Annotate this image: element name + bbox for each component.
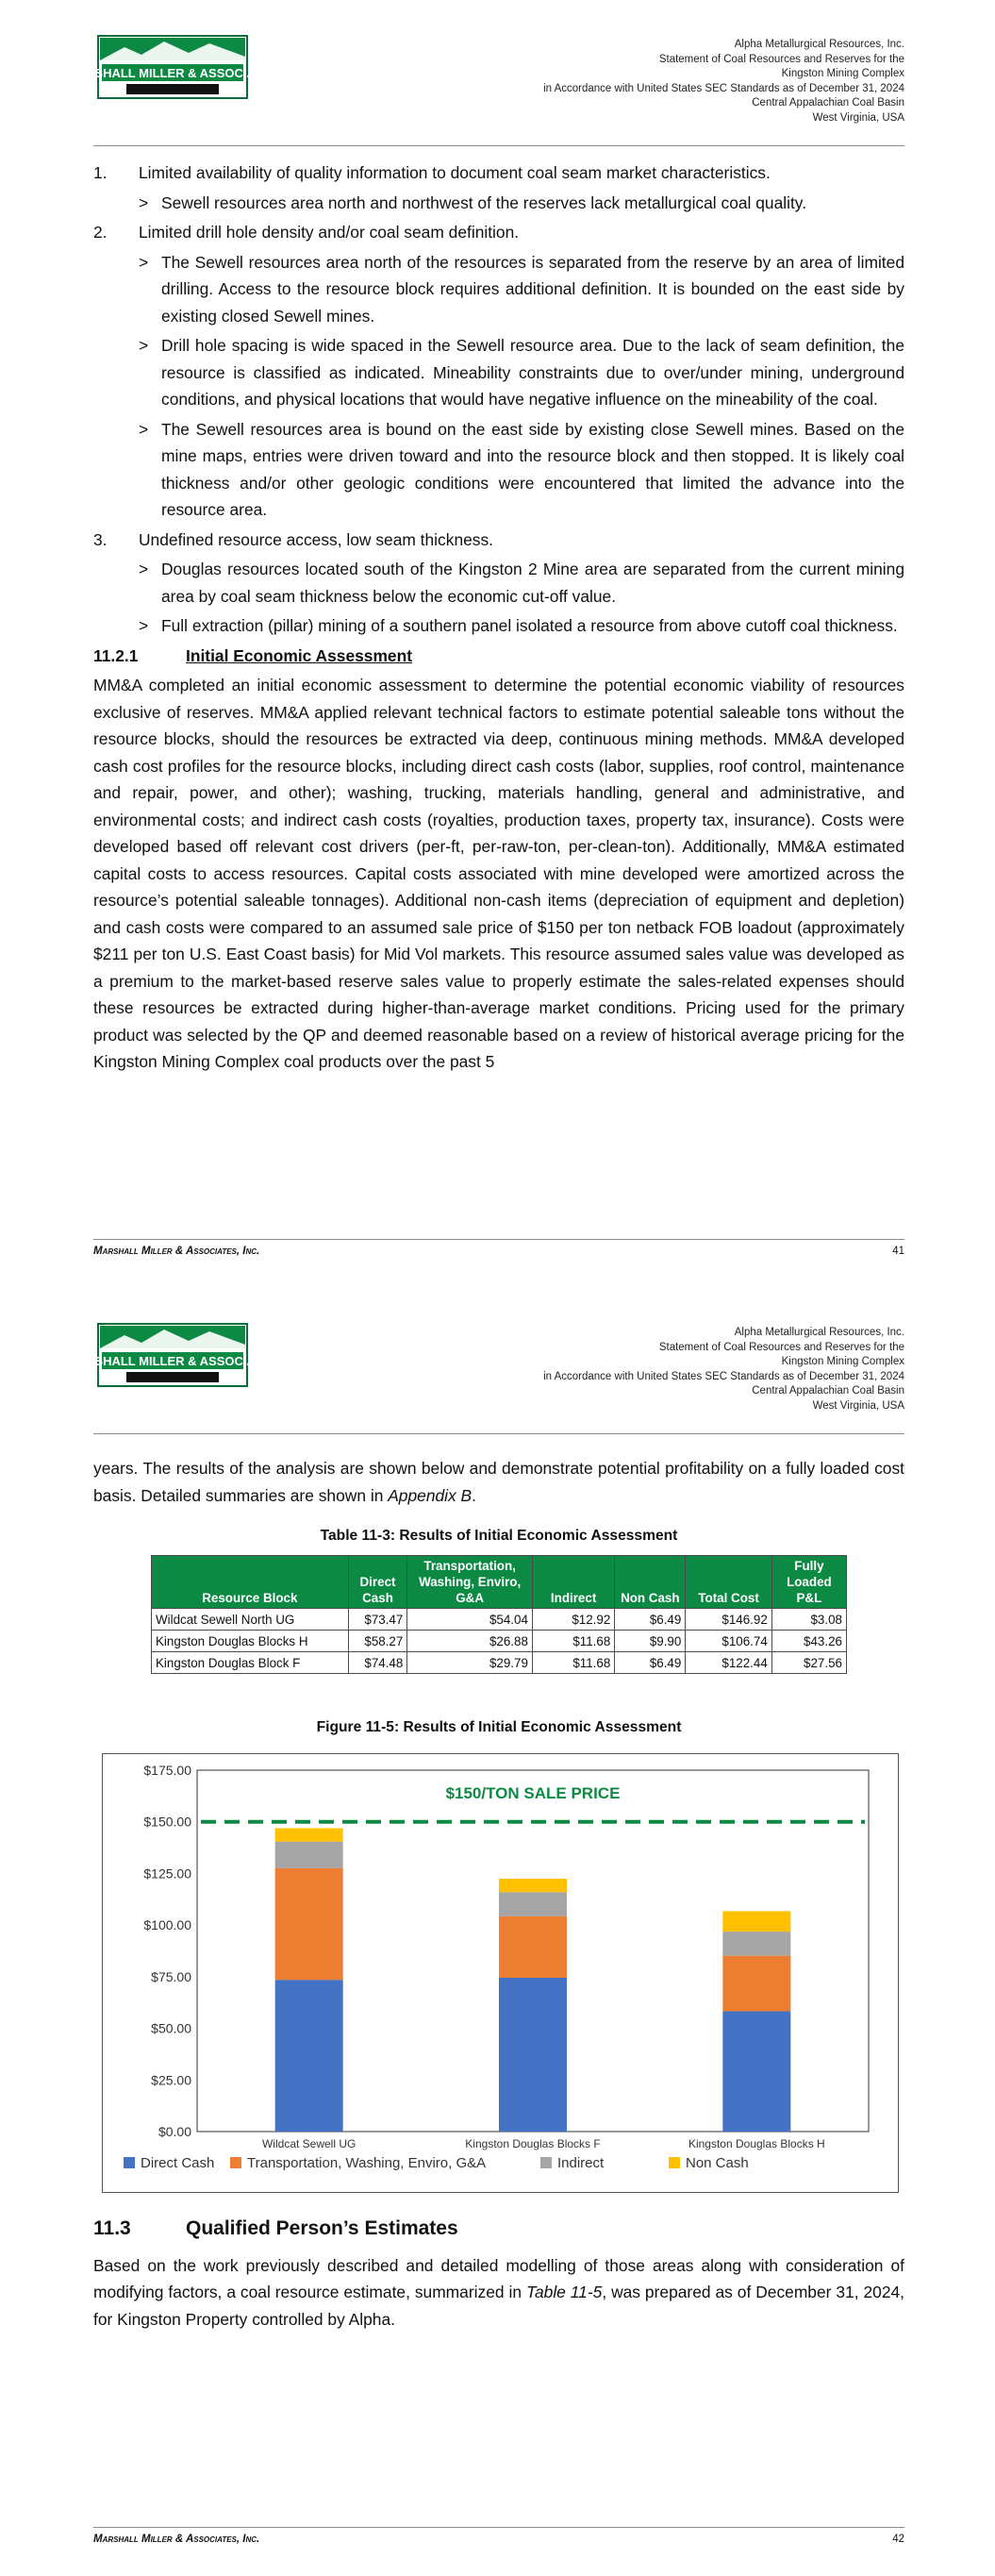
column-header: Direct Cash	[348, 1556, 407, 1609]
bar-segment	[722, 1956, 790, 2012]
page-footer	[93, 1246, 904, 1257]
chart-frame	[102, 1753, 899, 2193]
list-item: > The Sewell resources area north of the resources is separated from the reserve by an area of limited drilling. Access to the resource block requires additional definition. It is bounded on the east side by existing closed Sewell mines.	[139, 252, 904, 326]
header-divider	[93, 145, 904, 146]
table-row: Kingston Douglas Blocks H $58.27 $26.88 $11.68 $9.90 $106.74 $43.26	[152, 1631, 847, 1652]
section-heading: 11.3 Qualified Person’s Estimates	[93, 2217, 458, 2239]
column-header: Total Cost	[686, 1556, 771, 1609]
bar-segment	[499, 1892, 567, 1916]
legend-swatch	[124, 2157, 135, 2168]
bar-segment	[722, 1911, 790, 1932]
bar-segment	[722, 1932, 790, 1956]
document-header	[543, 38, 904, 125]
x-tick-label: Kingston Douglas Blocks F	[465, 2137, 601, 2150]
table-row: Kingston Douglas Block F $74.48 $29.79 $11.68 $6.49 $122.44 $27.56	[152, 1652, 847, 1674]
logo-text: MARSHALL MILLER & ASSOCIATES	[66, 1354, 279, 1368]
table-reference: Table 11-5	[525, 2283, 603, 2301]
subsection-heading: 11.2.1 Initial Economic Assessment	[93, 645, 413, 665]
header-complex: Kingston Mining Complex	[781, 68, 904, 79]
table-caption: Table 11-3: Results of Initial Economic Assessment	[320, 1528, 678, 1544]
section-block	[93, 2216, 904, 2333]
logo-text: MARSHALL MILLER & ASSOCIATES	[66, 66, 279, 80]
y-tick-label: $125.00	[143, 1865, 191, 1882]
column-header: Non Cash	[615, 1556, 686, 1609]
header-standards: in Accordance with United States SEC Standards as of December 31, 2024	[543, 1370, 904, 1382]
economic-assessment-paragraph: MM&A completed an initial economic assessment to determine the potential economic viability of resources exclusive of reserves. MM&A applied relevant technical factors to estimate potential saleable tons without the resource blocks, should the resources be extracted via deep, continuous mining methods. MM&A developed cash cost profiles for the resource blocks, including direct cash costs (labor, supplies, roof control, maintenance and repair, power, and other); washing, trucking, materials handling, general and administrative, and environmental costs; and indirect cash costs (royalties, production taxes, property tax, insurance). Costs were developed based off relevant cost drivers (per-ft, per-raw-ton, per-clean-ton). Additionally, MM&A estimated capital costs to access resources. Capital costs associated with mine developed were amortized across the resource’s potential saleable tonnages). Additional non-cash items (depreciation of equipment and depletion) and cash costs were compared to an assumed sale price of $150 per ton netback FOB loadout (approximately $211 per ton U.S. East Coast basis) for Mid Vol markets. This resource assumed sales value was developed as a premium to the market-based reserve sales value to properly estimate the sales-related expenses should these resources be extracted during higher-than-average market conditions. Pricing used for the primary product was selected by the QP and deemed reasonable based on a review of historical average pricing for the Kingston Mining Complex coal products over the past 5	[93, 676, 904, 1071]
bar-segment	[275, 1828, 343, 1841]
legend-swatch	[669, 2157, 680, 2168]
bar-segment	[499, 1978, 567, 2132]
footer-divider	[93, 2527, 904, 2528]
page-42	[0, 1288, 995, 2576]
legend-label: Indirect	[557, 2155, 605, 2171]
header-divider	[93, 1433, 904, 1434]
company-logo	[66, 36, 279, 98]
page-number: 42	[892, 2534, 904, 2545]
legend-label: Non Cash	[686, 2155, 749, 2171]
y-tick-label: $0.00	[158, 2124, 191, 2139]
legend-label: Transportation, Washing, Enviro, G&A	[247, 2155, 487, 2171]
x-tick-label: Kingston Douglas Blocks H	[688, 2137, 825, 2150]
list-item: 2. Limited drill hole density and/or coal seam definition.	[93, 223, 520, 242]
y-tick-label: $150.00	[143, 1814, 191, 1830]
list-item: > Douglas resources located south of the Kingston 2 Mine area are separated from the current mining area by coal seam thickness below the economic cut-off value.	[139, 560, 904, 606]
figure-caption: Figure 11-5: Results of Initial Economic Assessment	[316, 1719, 682, 1735]
bar-segment	[275, 1980, 343, 2132]
page-number: 41	[892, 1246, 904, 1257]
appendix-reference: Appendix B	[388, 1485, 473, 1505]
header-basin: Central Appalachian Coal Basin	[752, 97, 904, 109]
list-item: > The Sewell resources area is bound on the east side by existing close Sewell mines. Based on the mine maps, entries were driven toward and into the resource block and then stopped. It is likely coal thickness and/or other geologic conditions were encountered that limited the advance into the resource area.	[139, 419, 904, 519]
sale-price-label: $150/TON SALE PRICE	[445, 1784, 621, 1802]
list-item: 1. Limited availability of quality information to document coal seam market characteristics.	[93, 163, 771, 182]
header-complex: Kingston Mining Complex	[781, 1356, 904, 1367]
legend-swatch	[540, 2157, 552, 2168]
table-row: Wildcat Sewell North UG $73.47 $54.04 $12.92 $6.49 $146.92 $3.08	[152, 1609, 847, 1631]
column-header: Resource Block	[152, 1556, 349, 1609]
list-item: > Sewell resources area north and northwest of the reserves lack metallurgical coal quality.	[139, 192, 807, 212]
list-item: 3. Undefined resource access, low seam thickness.	[93, 529, 494, 549]
column-header: Indirect	[532, 1556, 614, 1609]
economic-assessment-table	[151, 1555, 847, 1674]
header-statement: Statement of Coal Resources and Reserves for the	[658, 1341, 904, 1353]
footer-firm: Marshall Miller & Associates, Inc.	[93, 2534, 260, 2545]
column-header: Transportation, Washing, Enviro, G&A	[407, 1556, 533, 1609]
x-tick-label: Wildcat Sewell UG	[261, 2137, 357, 2150]
y-tick-label: $100.00	[143, 1917, 191, 1933]
header-company: Alpha Metallurgical Resources, Inc.	[734, 1327, 904, 1338]
header-standards: in Accordance with United States SEC Standards as of December 31, 2024	[543, 82, 904, 94]
y-tick-label: $175.00	[143, 1763, 191, 1778]
header-company: Alpha Metallurgical Resources, Inc.	[734, 39, 904, 50]
y-tick-label: $75.00	[151, 1968, 191, 1984]
stacked-bar-chart	[103, 1754, 898, 2192]
table-header-row	[152, 1556, 847, 1609]
legend-swatch	[230, 2157, 241, 2168]
column-header: Fully Loaded P&L	[771, 1556, 846, 1609]
continuation-paragraph: years. The results of the analysis are shown below and demonstrate potential profitability on a fully loaded cost basis. Detailed summaries are shown in Appendix B.	[93, 1459, 904, 1505]
list-item: > Drill hole spacing is wide spaced in the Sewell resource area. Due to the lack of seam definition, the resource is classified as indicated. Mineability constraints due to over/under mining, underground conditions, and physical locations that would have negative influence on the mineability of the coal.	[139, 336, 904, 409]
list-item: > Full extraction (pillar) mining of a southern panel isolated a resource from above cutoff coal thickness.	[139, 616, 898, 635]
bar-segment	[275, 1842, 343, 1868]
legend-label: Direct Cash	[141, 2155, 215, 2171]
y-tick-label: $25.00	[151, 2072, 191, 2088]
header-location: West Virginia, USA	[812, 111, 904, 124]
header-statement: Statement of Coal Resources and Reserves for the	[658, 53, 904, 65]
footer-firm: Marshall Miller & Associates, Inc.	[93, 1246, 260, 1257]
bar-segment	[499, 1879, 567, 1892]
bar-segment	[499, 1916, 567, 1978]
bar-segment	[275, 1868, 343, 1980]
company-logo	[66, 1324, 279, 1386]
page-footer	[93, 2534, 904, 2545]
y-tick-label: $50.00	[151, 2020, 191, 2036]
header-basin: Central Appalachian Coal Basin	[752, 1385, 904, 1397]
bar-segment	[722, 2011, 790, 2132]
header-location: West Virginia, USA	[812, 1399, 904, 1412]
closing-paragraph: Based on the work previously described and detailed modelling of those areas along with consideration of modifying factors, a coal resource estimate, summarized in Table 11-5, was prepared as of December 31, 2024, for Kingston Property controlled by Alpha.	[93, 2255, 904, 2329]
footer-divider	[93, 1239, 904, 1240]
page-41-body	[93, 159, 904, 1076]
document-header	[543, 1326, 904, 1413]
